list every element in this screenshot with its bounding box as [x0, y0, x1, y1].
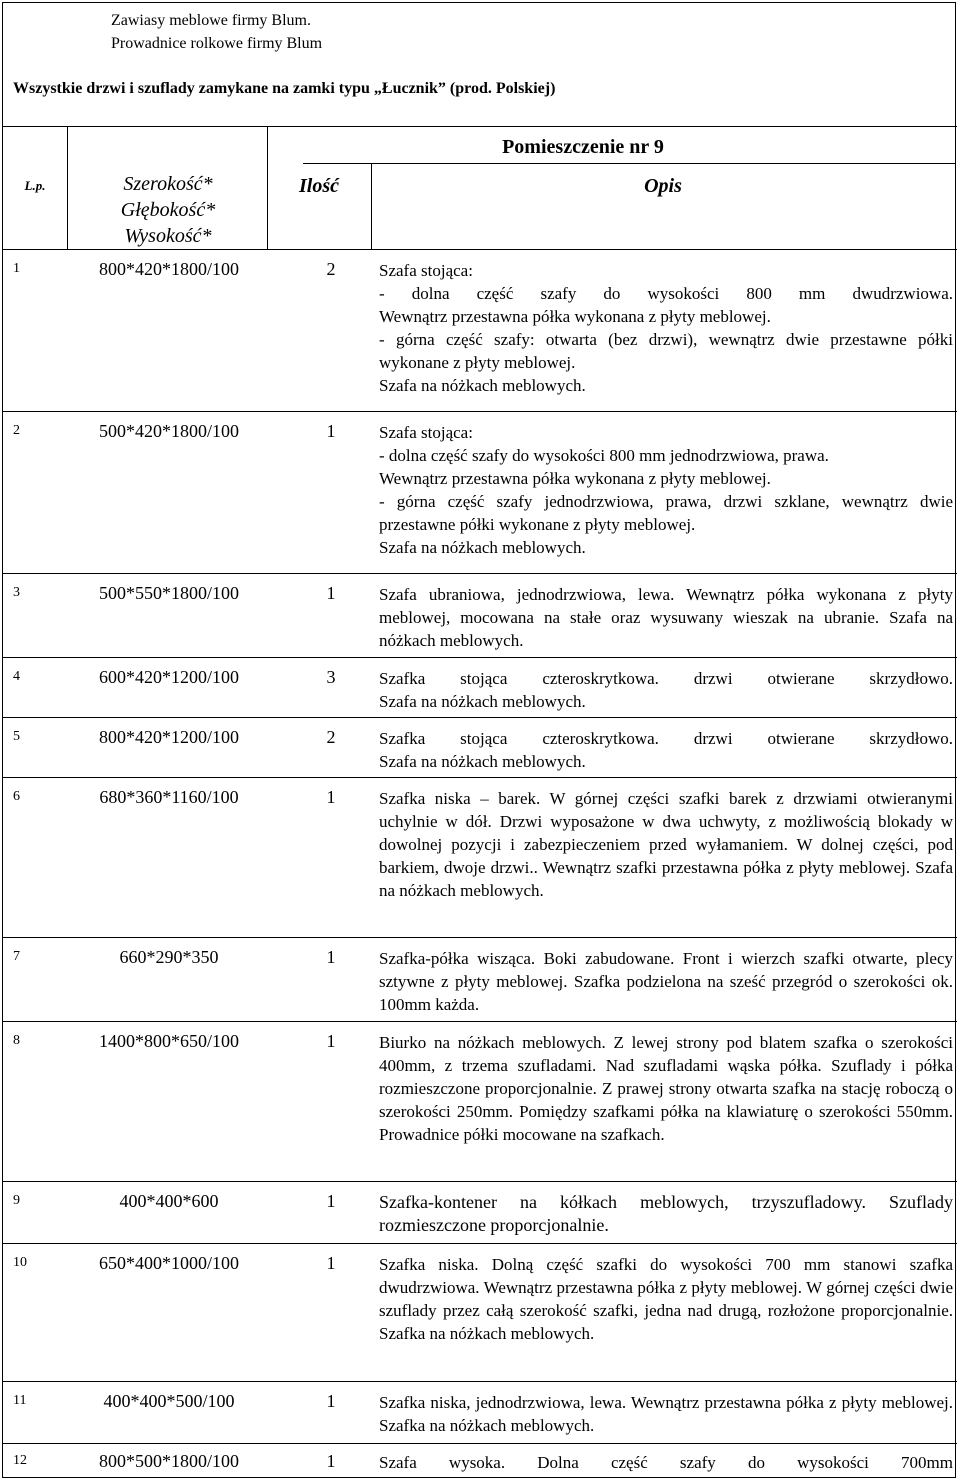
row-qty: 2 [326, 259, 336, 279]
row-qty: 2 [326, 727, 336, 747]
row-dimensions: 660*290*350 [119, 947, 219, 967]
row-divider [3, 1381, 957, 1382]
row-qty: 1 [326, 1191, 336, 1211]
row-dimensions: 800*420*1800/100 [98, 259, 239, 279]
row-description: Szafka stojąca czteroskrytkowa. drzwi otwierane skrzydłowo. Szafa na nóżkach meblowych. [379, 729, 953, 771]
row-divider [3, 573, 957, 574]
row-lp: 9 [13, 1193, 20, 1208]
row-dimensions: 1400*800*650/100 [98, 1031, 239, 1051]
row-qty: 1 [326, 1253, 336, 1273]
row-divider [3, 1021, 957, 1022]
row-lp: 1 [13, 261, 20, 276]
header-dimensions [73, 171, 263, 249]
row-lp: 6 [13, 789, 20, 804]
row-divider [3, 777, 957, 778]
row-divider [3, 717, 957, 718]
row-divider [3, 657, 957, 658]
header-lp: L.p. [24, 178, 46, 193]
col-divider-qty [371, 163, 372, 249]
row-divider [3, 249, 957, 250]
row-lp: 3 [13, 585, 20, 600]
row-dimensions: 680*360*1160/100 [99, 787, 239, 807]
row-qty: 3 [326, 667, 336, 687]
intro-locks-note: Wszystkie drzwi i szuflady zamykane na zamki typu „Łucznik” (prod. Polskiej) [13, 80, 556, 97]
header-depth: Głębokość* [120, 199, 216, 221]
row-description: Szafka stojąca czteroskrytkowa. drzwi otwierane skrzydłowo. Szafa na nóżkach meblowych. [379, 669, 953, 711]
header-height: Wysokość* [124, 225, 212, 247]
row-qty: 1 [326, 1031, 336, 1051]
row-qty: 1 [326, 1451, 336, 1471]
intro-line-hinges: Zawiasy meblowe firmy Blum. [111, 12, 311, 29]
row-lp: 10 [13, 1255, 27, 1270]
row-divider [3, 1443, 957, 1444]
row-qty: 1 [326, 787, 336, 807]
row-lp: 8 [13, 1033, 20, 1048]
row-divider [3, 1243, 957, 1244]
row-lp: 11 [13, 1393, 27, 1408]
row-lp: 5 [13, 729, 20, 744]
row-dimensions: 650*400*1000/100 [98, 1253, 239, 1273]
row-dimensions: 600*420*1200/100 [98, 667, 239, 687]
row-divider [3, 1181, 957, 1182]
row-description: Szafka-półka wisząca. Boki zabudowane. Front i wierzch szafki otwarte, plecy sztywne z płyty meblowej. Szafka podzielona na sześć przegród o szerokości ok. 100mm każda. [379, 949, 953, 1014]
row-dimensions: 800*420*1200/100 [98, 727, 239, 747]
row-lp: 4 [13, 669, 20, 684]
row-qty: 1 [326, 583, 336, 603]
intro-line-slides: Prowadnice rolkowe firmy Blum [111, 35, 323, 52]
row-divider [3, 411, 957, 412]
header-desc: Opis [644, 175, 682, 197]
col-divider-dim [267, 126, 268, 249]
row-description: Szafka-kontener na kółkach meblowych, trzyszufladowy. Szuflady rozmieszczone proporcjonalnie. [379, 1192, 953, 1235]
row-divider [3, 937, 957, 938]
row-dimensions: 400*400*600 [119, 1191, 219, 1211]
row-dimensions: 400*400*500/100 [103, 1391, 235, 1411]
row-description: Szafa wysoka. Dolna część szafy do wysokości 700mm [379, 1453, 953, 1472]
row-description: Szafka niska, jednodrzwiowa, lewa. Wewnątrz przestawna półka z płyty meblowej. Szafka na nóżkach meblowych. [379, 1393, 953, 1435]
header-qty: Ilość [299, 175, 339, 197]
row-description: Szafa ubraniowa, jednodrzwiowa, lewa. Wewnątrz półka wykonana z płyty meblowej, mocowana na stałe oraz wysuwany wieszak na ubranie. Szafa na nóżkach meblowych. [379, 585, 953, 650]
row-description: Szafka niska – barek. W górnej części szafki barek z drzwiami otwieranymi uchylnie w dół. Drzwi wyposażone w dwa uchwyty, z możliwością blokady w dowolnej pozycji i zabezpieczeniem przed wyłamaniem. W dolnej części, pod barkiem, dwoje drzwi.. Wewnątrz szafki przestawna półka z płyty meblowej. Szafa na nóżkach meblowych. [379, 789, 953, 900]
row-dimensions: 500*550*1800/100 [98, 583, 239, 603]
row-dimensions: 800*500*1800/100 [98, 1451, 239, 1471]
row-qty: 1 [326, 947, 336, 967]
header-divider [3, 126, 957, 127]
row-qty: 1 [326, 1391, 336, 1411]
row-qty: 1 [326, 421, 336, 441]
row-lp: 2 [13, 423, 20, 438]
row-description: Szafa stojąca: - dolna część szafy do wysokości 800 mm jednodrzwiowa, prawa. Wewnątrz przestawna półka wykonana z płyty meblowej. - górna część szafy jednodrzwiowa, prawa, drzwi szklane, wewnątrz dwie przestawne półki wykonane z płyty meblowej. Szafa na nóżkach meblowych. [379, 423, 953, 557]
room-title-divider [303, 163, 955, 164]
col-divider-lp [67, 126, 68, 249]
row-lp: 12 [13, 1453, 27, 1468]
row-dimensions: 500*420*1800/100 [98, 421, 239, 441]
header-width: Szerokość* [123, 173, 213, 195]
row-description: Biurko na nóżkach meblowych. Z lewej strony pod blatem szafka o szerokości 400mm, z trzema szufladami. Nad szufladami wąska półka. Szuflady i półka rozmieszczone proporcjonalnie. Z prawej strony otwarta szafka na stację roboczą o szerokości 250mm. Pomiędzy szafkami półka na klawiaturę o szerokości 550mm. Prowadnice półki mocowane na szafkach. [379, 1033, 953, 1144]
row-lp: 7 [13, 949, 20, 964]
row-description: Szafa stojąca: - dolna część szafy do wysokości 800 mm dwudrzwiowa. Wewnątrz przestawna półka wykonana z płyty meblowej. - górna część szafy: otwarta (bez drzwi), wewnątrz dwie przestawne półki wykonane z płyty meblowej. Szafa na nóżkach meblowych. [379, 261, 953, 395]
document-frame [2, 2, 956, 1478]
row-description: Szafka niska. Dolną część szafki do wysokości 700 mm stanowi szafka dwudrzwiowa. Wewnątrz przestawna półka z płyty meblowej. W górnej części dwie szuflady przez całą szerokość szafki, jedna nad drugą, rozłożone proporcjonalnie. Szafka na nóżkach meblowych. [379, 1255, 953, 1343]
room-title: Pomieszczenie nr 9 [502, 136, 664, 158]
